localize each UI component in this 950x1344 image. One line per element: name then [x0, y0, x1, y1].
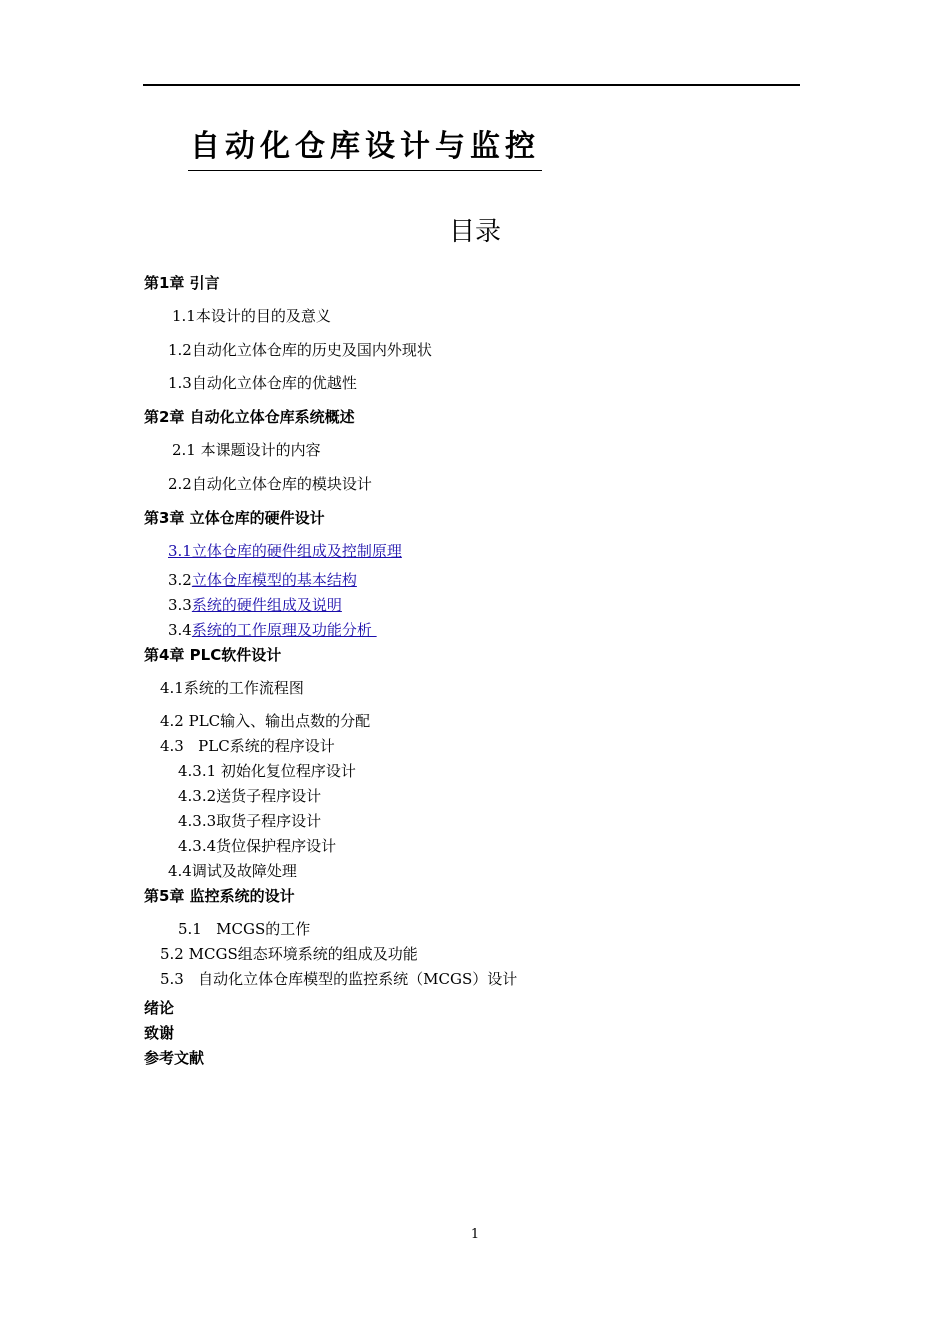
toc-section-2-2[interactable]: 2.2自动化立体仓库的模块设计	[168, 475, 372, 493]
toc-link-3-1[interactable]: 3.1立体仓库的硬件组成及控制原理	[168, 542, 402, 560]
toc-conclusion[interactable]: 绪论	[144, 999, 175, 1017]
toc-section-1-1[interactable]: 1.1本设计的目的及意义	[172, 307, 331, 325]
toc-section-3-4-number: 3.4	[168, 621, 192, 639]
toc-link-3-3[interactable]: 系统的硬件组成及说明	[191, 596, 342, 614]
toc-section-4-4[interactable]: 4.4调试及故障处理	[168, 862, 297, 880]
toc-chapter-3[interactable]: 第3章 立体仓库的硬件设计	[144, 509, 325, 527]
toc-section-5-2[interactable]: 5.2 MCGS组态环境系统的组成及功能	[160, 945, 418, 963]
toc-chapter-5[interactable]: 第5章 监控系统的设计	[144, 887, 295, 905]
toc-section-3-3	[168, 594, 342, 616]
toc-section-1-3[interactable]: 1.3自动化立体仓库的优越性	[168, 374, 357, 392]
toc-heading: 目录	[448, 217, 501, 247]
toc-section-4-3-2[interactable]: 4.3.2送货子程序设计	[178, 787, 322, 805]
header-rule	[143, 84, 800, 86]
toc-section-4-1[interactable]: 4.1系统的工作流程图	[160, 679, 304, 697]
toc-section-5-1[interactable]: 5.1 MCGS的工作	[178, 920, 311, 938]
toc-section-3-1-row	[144, 540, 444, 562]
toc-section-2-1[interactable]: 2.1 本课题设计的内容	[172, 441, 321, 459]
toc-chapter-1[interactable]: 第1章 引言	[144, 274, 220, 292]
toc-link-3-2[interactable]: 立体仓库模型的基本结构	[191, 571, 357, 589]
toc-references[interactable]: 参考文献	[144, 1049, 205, 1067]
toc-acknowledgements[interactable]: 致谢	[144, 1024, 175, 1042]
toc-section-4-3-1[interactable]: 4.3.1 初始化复位程序设计	[178, 762, 356, 780]
toc-chapter-2[interactable]: 第2章 自动化立体仓库系统概述	[144, 408, 355, 426]
toc-section-3-3-number: 3.3	[168, 596, 192, 614]
toc-link-3-4[interactable]: 系统的工作原理及功能分析	[191, 621, 377, 639]
toc-chapter-4[interactable]: 第4章 PLC软件设计	[144, 646, 282, 664]
toc-section-1-2[interactable]: 1.2自动化立体仓库的历史及国内外现状	[168, 341, 432, 359]
toc-section-3-2	[168, 569, 357, 591]
toc-section-4-2[interactable]: 4.2 PLC输入、输出点数的分配	[160, 712, 371, 730]
document-title: 自动化仓库设计与监控	[188, 128, 542, 171]
toc-section-4-3-4[interactable]: 4.3.4货位保护程序设计	[178, 837, 337, 855]
toc-section-4-3-3[interactable]: 4.3.3取货子程序设计	[178, 812, 322, 830]
toc-section-3-4	[168, 619, 377, 641]
toc-section-3-2-number: 3.2	[168, 571, 192, 589]
page-number: 1	[470, 1227, 480, 1242]
toc-section-4-3[interactable]: 4.3 PLC系统的程序设计	[160, 737, 335, 755]
toc-section-5-3[interactable]: 5.3 自动化立体仓库模型的监控系统（MCGS）设计	[160, 970, 518, 988]
